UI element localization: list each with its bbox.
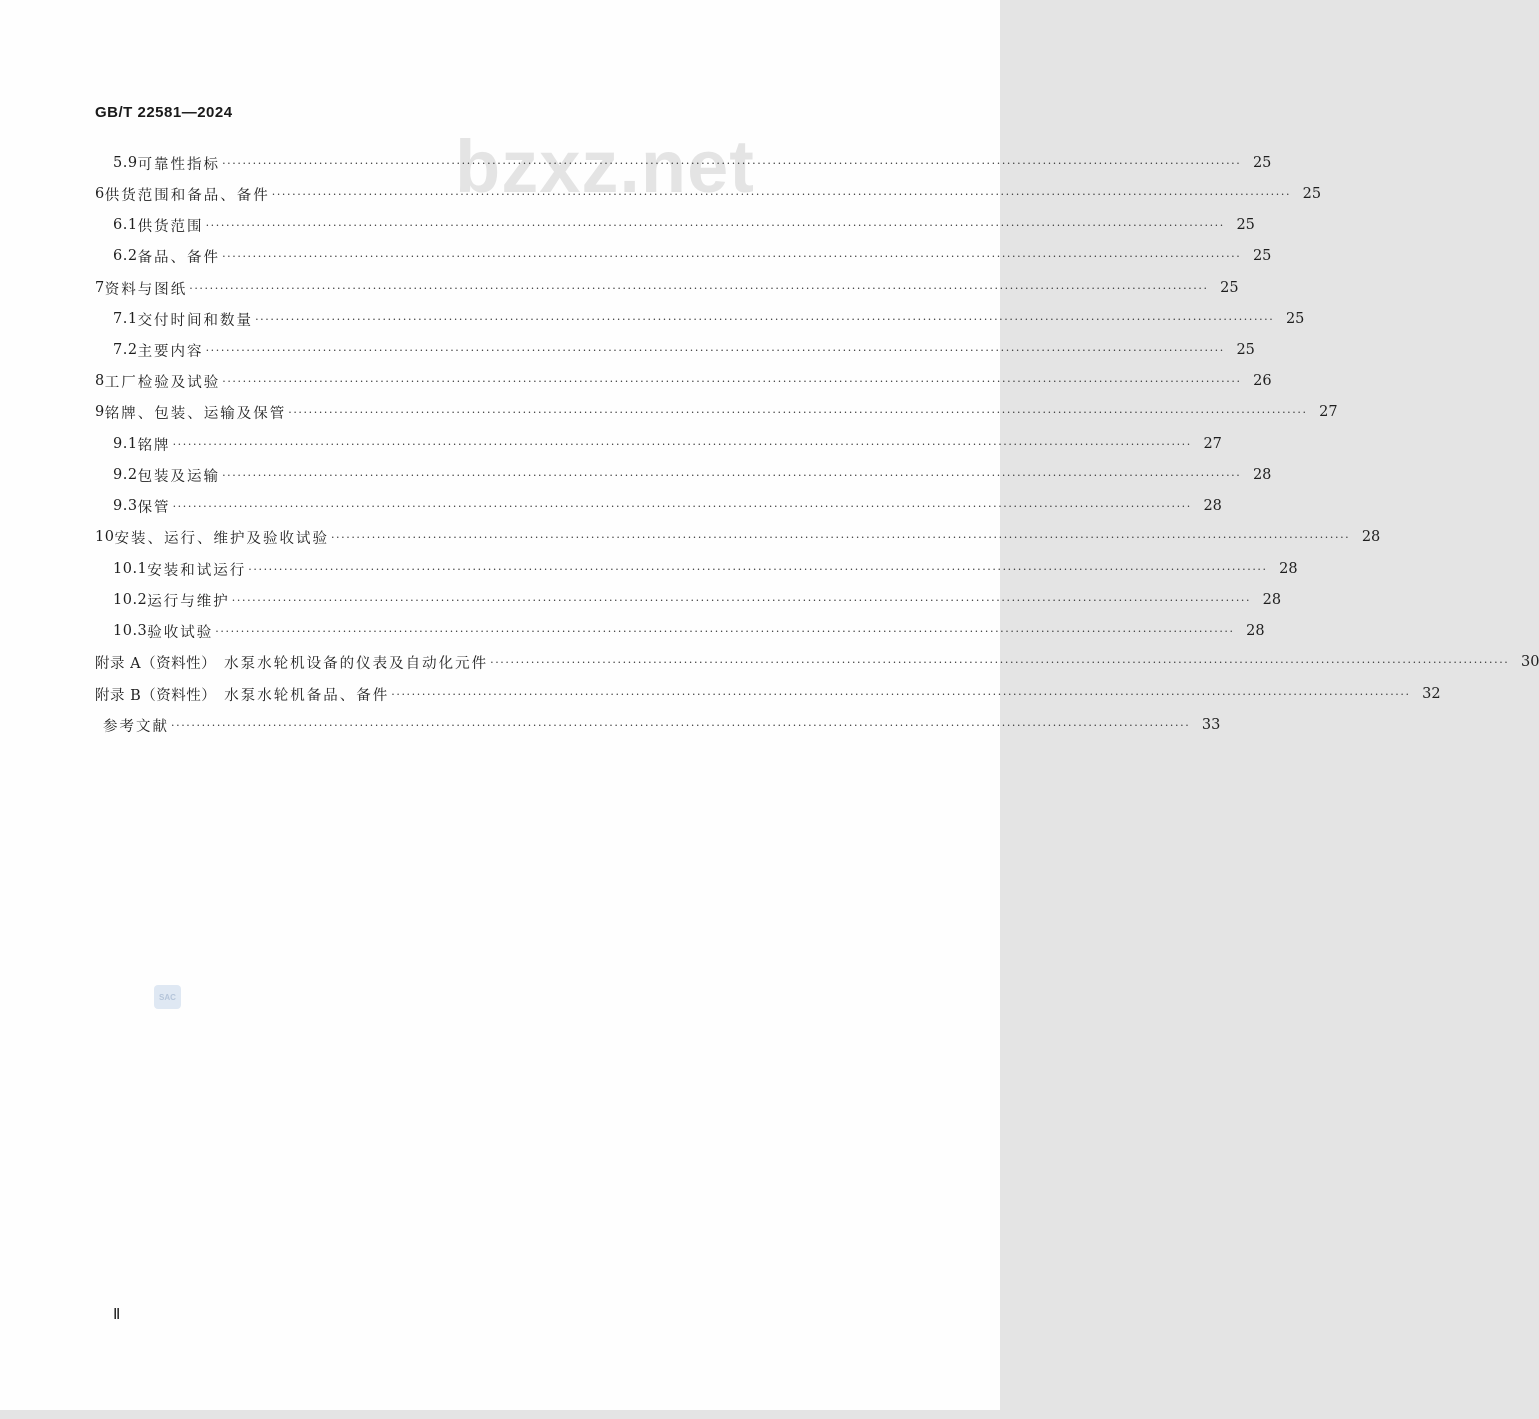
toc-entry-9[interactable] (95, 401, 1338, 423)
toc-entry-6-2[interactable] (113, 245, 1272, 267)
toc-page-number: 30 (1520, 654, 1539, 670)
toc-title: 铭牌 (137, 437, 171, 454)
toc-number: 附录 B（资料性） (95, 687, 217, 704)
toc-entry-9-3[interactable] (113, 495, 1222, 517)
toc-number: 10.3 (113, 623, 148, 639)
toc-entry-7-1[interactable] (113, 308, 1305, 330)
toc-page-number: 28 (1279, 561, 1298, 577)
dot-leader: ········································································································································································································ (222, 249, 1242, 263)
toc-page-number: 25 (1220, 280, 1239, 296)
toc-title: 备品、备件 (137, 249, 221, 266)
dot-leader: ········································································································································································································ (330, 530, 1351, 544)
toc-title: 运行与维护 (147, 593, 230, 610)
toc-title: 工厂检验及试验 (104, 374, 221, 391)
dot-leader: ········································································································································································································ (205, 343, 1225, 357)
toc-page-number: 32 (1422, 686, 1441, 702)
toc-number: 8 (95, 373, 105, 389)
toc-title: 安装和试运行 (147, 562, 247, 579)
dot-leader: ········································································································································································································ (222, 156, 1242, 170)
toc-page-number: 25 (1302, 186, 1322, 202)
toc-title: 交付时间和数量 (137, 312, 254, 329)
toc-page-number: 27 (1319, 404, 1338, 420)
toc-number: 10.2 (113, 592, 148, 608)
dot-leader: ········································································································································································································ (248, 562, 1268, 576)
toc-title: 验收试验 (147, 624, 214, 641)
toc-page-number: 28 (1246, 623, 1265, 639)
toc-entry-7-2[interactable] (113, 339, 1255, 361)
dot-leader: ········································································································································································································ (222, 468, 1242, 482)
toc-entry-7[interactable] (95, 277, 1239, 299)
toc-entry-9-2[interactable] (113, 464, 1272, 486)
toc-title: 供货范围和备品、备件 (104, 187, 270, 204)
dot-leader: ········································································································································································································ (391, 687, 1411, 701)
dot-leader: ········································································································································································································ (255, 312, 1275, 326)
toc-page-number: 28 (1203, 498, 1222, 514)
toc-number: 9.1 (113, 436, 138, 452)
dot-leader: ········································································································································································································ (171, 718, 1191, 732)
toc-number: 7 (95, 280, 105, 296)
dot-leader: ········································································································································································································ (172, 437, 1192, 451)
dot-leader: ········································································································································································································ (189, 281, 1209, 295)
dot-leader: ········································································································································································································ (490, 655, 1510, 669)
toc-page-number: 28 (1361, 529, 1381, 545)
toc-page-number: 25 (1285, 311, 1305, 327)
toc-page-number: 25 (1236, 342, 1255, 358)
toc-page-number: 25 (1252, 248, 1272, 264)
toc-number: 6.2 (113, 248, 138, 264)
toc-page-number: 28 (1262, 592, 1282, 608)
toc-entry-appendix-a[interactable] (95, 651, 1539, 673)
toc-entry-6[interactable] (95, 183, 1322, 205)
toc-number: 7.2 (113, 342, 138, 358)
toc-entry-9-1[interactable] (113, 433, 1222, 455)
toc-number: 9 (95, 404, 105, 420)
toc-page-number: 25 (1236, 217, 1255, 233)
page-folio: Ⅱ (113, 1307, 121, 1323)
toc-number: 附录 A（资料性） (95, 655, 217, 672)
toc-entry-5-9[interactable] (113, 152, 1272, 174)
toc-page-number: 33 (1201, 717, 1221, 733)
toc-title: 可靠性指标 (137, 156, 221, 173)
dot-leader: ········································································································································································································ (231, 593, 1252, 607)
toc-number: 9.2 (113, 467, 138, 483)
toc-page-number: 27 (1203, 436, 1222, 452)
toc-entry-10-3[interactable] (113, 620, 1265, 642)
toc-title: 水泵水轮机设备的仪表及自动化元件 (224, 655, 489, 672)
toc-number: 10 (95, 529, 115, 545)
toc-page-number: 25 (1252, 155, 1272, 171)
toc-title: 资料与图纸 (104, 281, 188, 298)
toc-entry-10-2[interactable] (113, 589, 1282, 611)
toc-title: 保管 (137, 499, 171, 516)
toc-number: 10.1 (113, 561, 148, 577)
toc-number: 5.9 (113, 155, 138, 171)
toc-number: 7.1 (113, 311, 138, 327)
toc-title: 水泵水轮机备品、备件 (224, 687, 390, 704)
watermark: bzxz.net (455, 125, 755, 208)
sac-logo-icon: SAC (154, 985, 181, 1009)
dot-leader: ········································································································································································································ (288, 405, 1308, 419)
toc-title: 供货范围 (137, 218, 204, 235)
toc-page-number: 28 (1252, 467, 1272, 483)
dot-leader: ········································································································································································································ (271, 187, 1292, 201)
toc-title: 包装及运输 (137, 468, 221, 485)
toc-title: 参考文献 (103, 718, 169, 735)
toc-title: 主要内容 (137, 343, 204, 360)
dot-leader: ········································································································································································································ (172, 499, 1192, 513)
standard-code-header: GB/T 22581—2024 (95, 104, 233, 121)
toc-entry-6-1[interactable] (113, 214, 1255, 236)
toc-number: 6.1 (113, 217, 138, 233)
toc-entry-10-1[interactable] (113, 558, 1298, 580)
toc-entry-10[interactable] (95, 526, 1381, 548)
toc-title: 铭牌、包装、运输及保管 (104, 405, 287, 422)
toc-entry-references[interactable] (95, 714, 1221, 736)
toc-title: 安装、运行、维护及验收试验 (114, 530, 329, 547)
toc-page-number: 26 (1253, 373, 1272, 389)
toc-number: 9.3 (113, 498, 138, 514)
toc-entry-8[interactable] (95, 370, 1272, 392)
dot-leader: ········································································································································································································ (215, 624, 1235, 638)
toc-entry-appendix-b[interactable] (95, 683, 1441, 705)
toc-number: 6 (95, 186, 105, 202)
dot-leader: ········································································································································································································ (222, 374, 1242, 388)
dot-leader: ········································································································································································································ (205, 218, 1225, 232)
